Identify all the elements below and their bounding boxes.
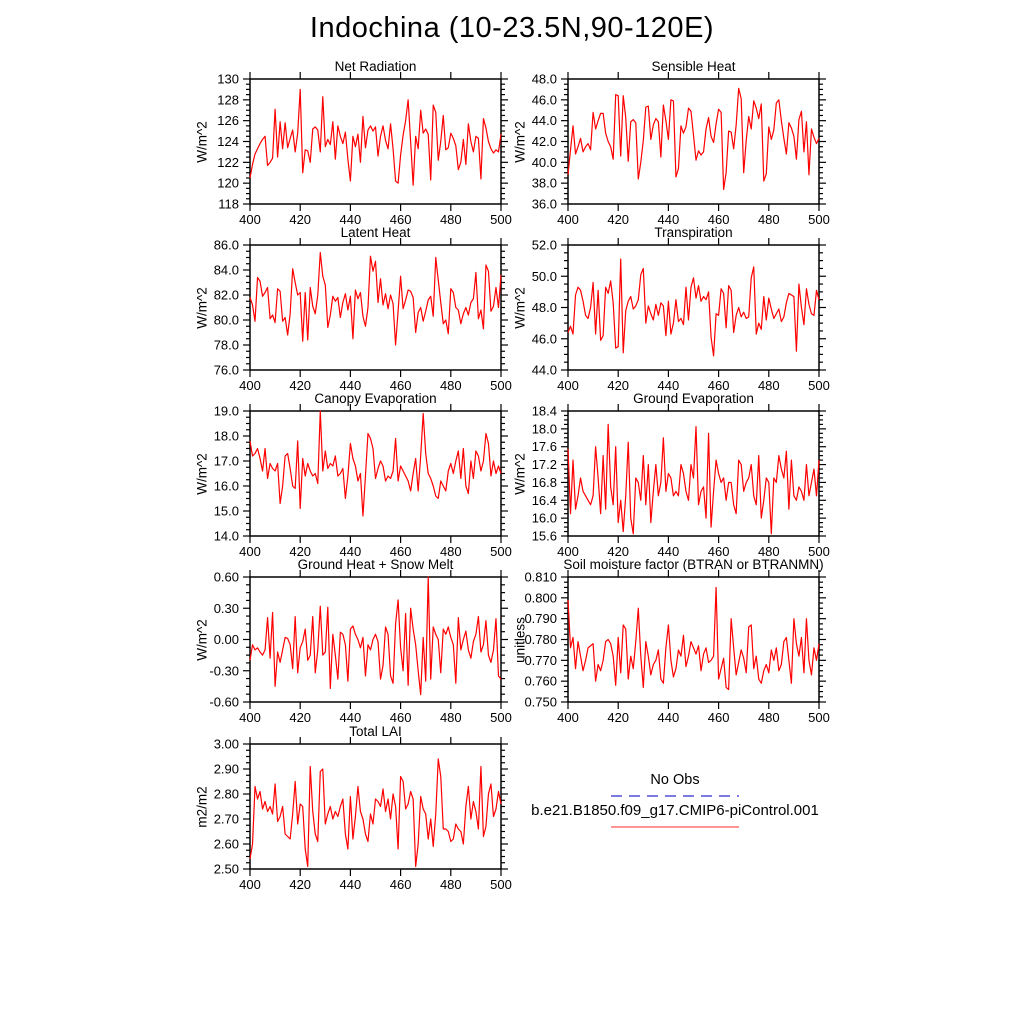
y-tick-label: 17.6 xyxy=(531,439,557,455)
y-axis-label: W/m^2 xyxy=(512,120,528,163)
plot-area xyxy=(213,403,512,559)
x-tick-label: 500 xyxy=(808,544,830,559)
chart-panel-ground-heat-snow-melt xyxy=(194,557,512,725)
y-tick-label: 126 xyxy=(217,113,239,129)
chart-title: Net Radiation xyxy=(334,59,417,74)
y-tick-label: 76.0 xyxy=(213,362,239,378)
y-tick-label: 14.0 xyxy=(213,528,239,544)
y-tick-label: 0.780 xyxy=(524,632,557,647)
x-tick-label: 500 xyxy=(808,212,830,227)
y-tick-label: 48.0 xyxy=(531,71,557,87)
plot-area xyxy=(217,71,512,227)
x-tick-label: 440 xyxy=(339,212,362,227)
plot-area xyxy=(213,237,512,393)
y-axis-label: W/m^2 xyxy=(512,452,528,495)
y-tick-label: 2.70 xyxy=(213,811,239,827)
y-tick-label: 46.0 xyxy=(531,331,557,347)
x-tick-label: 460 xyxy=(389,378,412,393)
page-title: Indochina (10-23.5N,90-120E) xyxy=(309,12,715,44)
y-tick-label: 18.0 xyxy=(531,421,557,437)
y-tick-label: -0.30 xyxy=(209,663,239,679)
x-tick-label: 480 xyxy=(439,877,462,892)
y-tick-label: 18.4 xyxy=(531,403,557,419)
y-tick-label: 0.810 xyxy=(524,569,557,585)
y-tick-label: 2.80 xyxy=(213,786,239,802)
x-tick-label: 480 xyxy=(439,544,462,559)
y-axis-label: W/m^2 xyxy=(194,120,210,163)
data-series-line xyxy=(568,587,819,689)
y-tick-label: 44.0 xyxy=(531,362,557,378)
x-tick-label: 500 xyxy=(490,710,512,725)
y-tick-label: 36.0 xyxy=(531,196,557,212)
x-tick-label: 420 xyxy=(607,378,630,393)
x-tick-label: 460 xyxy=(707,378,730,393)
x-tick-label: 440 xyxy=(339,877,362,892)
x-tick-label: 460 xyxy=(707,544,730,559)
x-tick-label: 440 xyxy=(657,378,680,393)
x-tick-label: 440 xyxy=(339,710,362,725)
y-tick-label: 17.0 xyxy=(213,453,239,469)
plot-area xyxy=(524,569,830,725)
legend-case-label: b.e21.B1850.f09_g17.CMIP6-piControl.001 xyxy=(531,802,819,819)
x-tick-label: 420 xyxy=(607,212,630,227)
legend xyxy=(520,772,830,833)
x-tick-label: 480 xyxy=(439,378,462,393)
plot-frame xyxy=(568,577,819,702)
x-tick-label: 500 xyxy=(490,544,512,559)
y-tick-label: 52.0 xyxy=(531,237,557,253)
y-tick-label: 0.30 xyxy=(213,600,239,616)
data-series-line xyxy=(250,253,501,346)
x-tick-label: 500 xyxy=(808,710,830,725)
data-series-line xyxy=(568,259,819,356)
x-tick-label: 440 xyxy=(339,544,362,559)
x-tick-label: 420 xyxy=(607,710,630,725)
y-tick-label: 2.50 xyxy=(213,861,239,877)
plot-area xyxy=(213,736,512,892)
y-tick-label: 50.0 xyxy=(531,268,557,284)
chart-title: Latent Heat xyxy=(340,225,411,240)
y-tick-label: 122 xyxy=(217,154,239,170)
y-tick-label: 124 xyxy=(217,134,239,149)
data-series-line xyxy=(568,88,819,189)
chart-title: Transpiration xyxy=(654,225,733,240)
chart-panel-sensible-heat xyxy=(512,59,830,227)
y-axis-label: W/m^2 xyxy=(194,452,210,495)
chart-title: Canopy Evaporation xyxy=(314,391,437,406)
y-tick-label: 80.0 xyxy=(213,312,239,328)
plot-frame xyxy=(568,79,819,204)
x-tick-label: 480 xyxy=(757,544,780,559)
x-tick-label: 440 xyxy=(657,544,680,559)
data-series-line xyxy=(250,577,501,695)
y-tick-label: 0.760 xyxy=(524,673,557,689)
y-tick-label: 42.0 xyxy=(531,134,557,149)
chart-panel-latent-heat xyxy=(194,225,512,393)
y-tick-label: 82.0 xyxy=(213,287,239,303)
y-tick-label: 120 xyxy=(217,175,239,191)
x-tick-label: 440 xyxy=(657,212,680,227)
x-tick-label: 420 xyxy=(289,378,312,393)
x-tick-label: 500 xyxy=(808,378,830,393)
data-series-line xyxy=(250,759,501,867)
y-tick-label: 16.0 xyxy=(531,510,557,526)
x-tick-label: 440 xyxy=(339,378,362,393)
y-tick-label: 16.0 xyxy=(213,478,239,494)
chart-title: Soil moisture factor (BTRAN or BTRANMN) xyxy=(563,557,824,572)
x-tick-label: 400 xyxy=(239,877,261,892)
y-tick-label: 15.6 xyxy=(531,528,557,544)
y-tick-label: 18.0 xyxy=(213,428,239,444)
chart-panel-transpiration xyxy=(512,225,830,393)
data-series-line xyxy=(568,424,819,533)
y-axis-label: W/m^2 xyxy=(194,618,210,661)
y-tick-label: 2.90 xyxy=(213,761,239,777)
chart-title: Sensible Heat xyxy=(651,59,736,74)
x-tick-label: 480 xyxy=(439,212,462,227)
x-tick-label: 420 xyxy=(289,544,312,559)
y-tick-label: 2.60 xyxy=(213,836,239,852)
x-tick-label: 400 xyxy=(557,212,579,227)
y-tick-label: 84.0 xyxy=(213,262,239,278)
y-tick-label: 86.0 xyxy=(213,237,239,253)
y-axis-label: unitless xyxy=(512,616,528,663)
x-tick-label: 400 xyxy=(239,378,261,393)
x-tick-label: 460 xyxy=(389,544,412,559)
x-tick-label: 480 xyxy=(757,378,780,393)
x-tick-label: 420 xyxy=(607,544,630,559)
y-tick-label: 44.0 xyxy=(531,113,557,129)
y-tick-label: 16.8 xyxy=(531,474,557,490)
y-axis-label: W/m^2 xyxy=(512,286,528,329)
y-tick-label: 0.770 xyxy=(524,652,557,668)
y-tick-label: 128 xyxy=(217,92,239,108)
legend-no-obs-line xyxy=(611,795,739,797)
y-tick-label: 15.0 xyxy=(213,503,239,519)
y-tick-label: 0.800 xyxy=(524,590,557,606)
chart-title: Ground Evaporation xyxy=(633,391,754,406)
y-tick-label: 130 xyxy=(217,71,239,87)
plot-area xyxy=(209,569,512,725)
y-tick-label: 0.00 xyxy=(213,632,239,647)
plot-area xyxy=(531,71,830,227)
x-tick-label: 480 xyxy=(757,710,780,725)
x-tick-label: 500 xyxy=(490,877,512,892)
y-tick-label: 78.0 xyxy=(213,337,239,353)
y-tick-label: 48.0 xyxy=(531,300,557,315)
x-tick-label: 460 xyxy=(389,877,412,892)
data-series-line xyxy=(250,411,501,516)
plot-frame xyxy=(568,245,819,370)
x-tick-label: 440 xyxy=(657,710,680,725)
x-tick-label: 480 xyxy=(757,212,780,227)
plot-area xyxy=(531,237,830,393)
chart-panel-ground-evaporation xyxy=(512,391,830,559)
y-axis-label: W/m^2 xyxy=(194,286,210,329)
chart-panel-net-radiation xyxy=(194,59,512,227)
x-tick-label: 400 xyxy=(557,710,579,725)
chart-panel-soil-moisture-factor xyxy=(512,557,830,725)
legend-no-obs-label: No Obs xyxy=(650,772,700,788)
y-tick-label: 17.2 xyxy=(531,457,557,473)
y-tick-label: 3.00 xyxy=(213,736,239,752)
chart-title: Ground Heat + Snow Melt xyxy=(297,557,454,572)
x-tick-label: 400 xyxy=(239,544,261,559)
chart-title: Total LAI xyxy=(349,724,402,739)
y-tick-label: 0.790 xyxy=(524,611,557,627)
y-tick-label: 16.4 xyxy=(531,492,557,508)
x-tick-label: 400 xyxy=(239,212,261,227)
x-tick-label: 420 xyxy=(289,212,312,227)
chart-panel-canopy-evaporation xyxy=(194,391,512,559)
x-tick-label: 400 xyxy=(239,710,261,725)
y-tick-label: 0.750 xyxy=(524,694,557,710)
x-tick-label: 500 xyxy=(490,378,512,393)
y-axis-label: m2/m2 xyxy=(194,785,210,828)
x-tick-label: 420 xyxy=(289,710,312,725)
plot-area xyxy=(531,403,830,559)
x-tick-label: 500 xyxy=(490,212,512,227)
data-series-line xyxy=(250,89,501,185)
x-tick-label: 460 xyxy=(707,710,730,725)
x-tick-label: 400 xyxy=(557,544,579,559)
y-tick-label: 19.0 xyxy=(213,403,239,419)
x-tick-label: 400 xyxy=(557,378,579,393)
chart-panel-total-lai xyxy=(194,724,512,892)
y-tick-label: 46.0 xyxy=(531,92,557,108)
y-tick-label: -0.60 xyxy=(209,694,239,710)
y-tick-label: 118 xyxy=(218,196,239,212)
y-tick-label: 40.0 xyxy=(531,154,557,170)
x-tick-label: 420 xyxy=(289,877,312,892)
x-tick-label: 460 xyxy=(707,212,730,227)
x-tick-label: 460 xyxy=(389,212,412,227)
plot-frame xyxy=(250,744,501,869)
legend-case-line xyxy=(611,826,739,828)
y-tick-label: 0.60 xyxy=(213,569,239,585)
x-tick-label: 460 xyxy=(389,710,412,725)
y-tick-label: 38.0 xyxy=(531,175,557,191)
x-tick-label: 480 xyxy=(439,710,462,725)
